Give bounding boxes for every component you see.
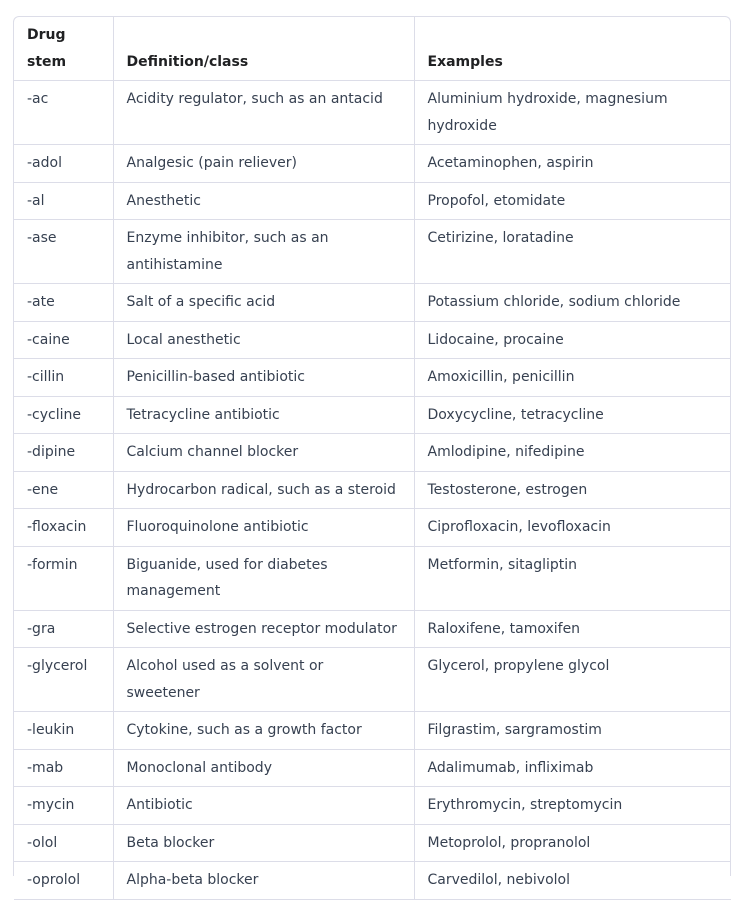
cell-drug-stem: -mycin: [14, 787, 113, 825]
cell-drug-stem: -ac: [14, 81, 113, 145]
header-definition-class: Definition/class: [113, 17, 414, 81]
cell-drug-stem: -mab: [14, 749, 113, 787]
cell-drug-stem: -ene: [14, 471, 113, 509]
table-row: [14, 396, 731, 434]
cell-drug-stem: -oprolol: [14, 862, 113, 900]
cell-examples: Lidocaine, procaine: [414, 321, 731, 359]
cell-definition-class: Fluoroquinolone antibiotic: [113, 509, 414, 547]
table-row: [14, 648, 731, 712]
cell-examples: Testosterone, estrogen: [414, 471, 731, 509]
cell-definition-class: Alcohol used as a solvent or sweetener: [113, 648, 414, 712]
cell-examples: Filgrastim, sargramostim: [414, 712, 731, 750]
cell-examples: Carvedilol, nebivolol: [414, 862, 731, 900]
cell-examples: Ciprofloxacin, levofloxacin: [414, 509, 731, 547]
table-row: [14, 359, 731, 397]
cell-drug-stem: -glycerol: [14, 648, 113, 712]
cell-drug-stem: -leukin: [14, 712, 113, 750]
table-row: [14, 182, 731, 220]
cell-drug-stem: -dipine: [14, 434, 113, 472]
cell-drug-stem: -cillin: [14, 359, 113, 397]
cell-drug-stem: -olol: [14, 824, 113, 862]
cell-drug-stem: -ase: [14, 220, 113, 284]
cell-definition-class: Enzyme inhibitor, such as an antihistamine: [113, 220, 414, 284]
cell-definition-class: Tetracycline antibiotic: [113, 396, 414, 434]
table-row: [14, 610, 731, 648]
table-header-row: [14, 17, 731, 81]
cell-examples: Aluminium hydroxide, magnesium hydroxide: [414, 81, 731, 145]
table-row: [14, 546, 731, 610]
cell-examples: Propofol, etomidate: [414, 182, 731, 220]
cell-drug-stem: -gra: [14, 610, 113, 648]
cell-definition-class: Salt of a specific acid: [113, 284, 414, 322]
table-body: [14, 81, 731, 900]
cell-definition-class: Anesthetic: [113, 182, 414, 220]
cell-definition-class: Acidity regulator, such as an antacid: [113, 81, 414, 145]
cell-examples: Acetaminophen, aspirin: [414, 145, 731, 183]
drug-stem-table-container: [13, 16, 731, 888]
cell-examples: Erythromycin, streptomycin: [414, 787, 731, 825]
cell-definition-class: Beta blocker: [113, 824, 414, 862]
table-row: [14, 862, 731, 900]
table-row: [14, 787, 731, 825]
cell-drug-stem: -caine: [14, 321, 113, 359]
cell-examples: Adalimumab, infliximab: [414, 749, 731, 787]
table-row: [14, 471, 731, 509]
cell-examples: Metoprolol, propranolol: [414, 824, 731, 862]
cell-definition-class: Monoclonal antibody: [113, 749, 414, 787]
table-row: [14, 284, 731, 322]
header-examples: Examples: [414, 17, 731, 81]
cell-drug-stem: -formin: [14, 546, 113, 610]
cell-definition-class: Analgesic (pain reliever): [113, 145, 414, 183]
table-row: [14, 824, 731, 862]
cell-definition-class: Cytokine, such as a growth factor: [113, 712, 414, 750]
cell-drug-stem: -floxacin: [14, 509, 113, 547]
cell-definition-class: Selective estrogen receptor modulator: [113, 610, 414, 648]
header-drug-stem: Drug stem: [14, 17, 113, 81]
cell-drug-stem: -al: [14, 182, 113, 220]
cell-drug-stem: -adol: [14, 145, 113, 183]
table-row: [14, 321, 731, 359]
cell-drug-stem: -cycline: [14, 396, 113, 434]
cell-definition-class: Antibiotic: [113, 787, 414, 825]
table-row: [14, 220, 731, 284]
cell-definition-class: Biguanide, used for diabetes management: [113, 546, 414, 610]
cell-examples: Glycerol, propylene glycol: [414, 648, 731, 712]
table-row: [14, 81, 731, 145]
cell-examples: Amlodipine, nifedipine: [414, 434, 731, 472]
table-row: [14, 712, 731, 750]
cell-examples: Amoxicillin, penicillin: [414, 359, 731, 397]
table-row: [14, 145, 731, 183]
table-row: [14, 509, 731, 547]
cell-drug-stem: -ate: [14, 284, 113, 322]
cell-definition-class: Penicillin-based antibiotic: [113, 359, 414, 397]
cell-definition-class: Hydrocarbon radical, such as a steroid: [113, 471, 414, 509]
cell-examples: Potassium chloride, sodium chloride: [414, 284, 731, 322]
table-row: [14, 749, 731, 787]
cell-definition-class: Calcium channel blocker: [113, 434, 414, 472]
cell-examples: Raloxifene, tamoxifen: [414, 610, 731, 648]
table-row: [14, 434, 731, 472]
cell-examples: Cetirizine, loratadine: [414, 220, 731, 284]
cell-definition-class: Local anesthetic: [113, 321, 414, 359]
cell-definition-class: Alpha-beta blocker: [113, 862, 414, 900]
drug-stem-table: [14, 17, 731, 900]
cell-examples: Doxycycline, tetracycline: [414, 396, 731, 434]
cell-examples: Metformin, sitagliptin: [414, 546, 731, 610]
